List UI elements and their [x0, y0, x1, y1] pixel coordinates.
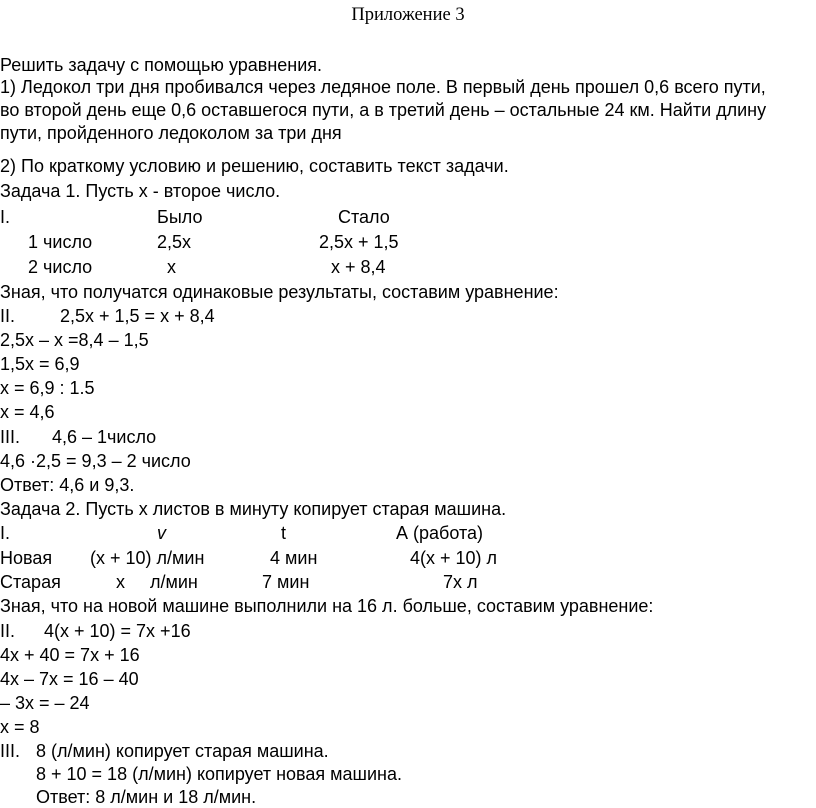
- problem2-row2-v-unit: л/мин: [150, 572, 198, 592]
- problem2-row1-label: Новая: [0, 548, 53, 568]
- problem2-knowing: Зная, что на новой машине выполнили на 16 л. больше, составим уравнение:: [0, 596, 654, 616]
- intro-text: Решить задачу с помощью уравнения.: [0, 55, 323, 75]
- problem2-col-t: t: [281, 523, 287, 543]
- problem2-step-4: х = 8: [0, 717, 40, 737]
- problem2-col-a: А (работа): [396, 523, 483, 543]
- problem1-row1-after: 2,5х + 1,5: [319, 232, 399, 252]
- problem2-row1-a: 4(х + 10) л: [410, 548, 498, 568]
- problem2-col-v: v: [157, 523, 166, 543]
- problem1-heading: Задача 1. Пусть х - второе число.: [0, 181, 281, 201]
- task1-line-3: пути, пройденного ледоколом за три дня: [0, 123, 342, 143]
- problem2-eq-roman: II.: [0, 621, 16, 641]
- page-title: Приложение 3: [351, 5, 465, 25]
- problem1-equation: 2,5х + 1,5 = х + 8,4: [60, 306, 215, 326]
- problem2-ans-first: 8 (л/мин) копирует старая машина.: [36, 741, 329, 761]
- problem1-col-after: Стало: [338, 207, 390, 227]
- problem1-step-1: 2,5х – х =8,4 – 1,5: [0, 330, 149, 350]
- task1-line-1: 1) Ледокол три дня пробивался через ледяное поле. В первый день прошел 0,6 всего пути,: [0, 77, 766, 97]
- problem1-step-4: х = 4,6: [0, 402, 55, 422]
- problem2-row2-a: 7х л: [443, 572, 478, 592]
- problem1-ans-second: 4,6 ·2,5 = 9,3 – 2 число: [0, 451, 191, 471]
- problem2-table-roman: I.: [0, 523, 11, 543]
- problem1-row2-before: х: [167, 257, 176, 277]
- problem2-step-3: – 3х = – 24: [0, 693, 90, 713]
- problem1-table-roman: I.: [0, 207, 11, 227]
- problem2-row1-t: 4 мин: [270, 548, 318, 568]
- problem1-eq-roman: II.: [0, 306, 16, 326]
- problem1-knowing: Зная, что получатся одинаковые результаты, составим уравнение:: [0, 282, 559, 302]
- problem2-row2-v-x: х: [116, 572, 125, 592]
- problem2-row2-t: 7 мин: [262, 572, 310, 592]
- problem2-ans-roman: III.: [0, 741, 21, 761]
- problem1-row1-before: 2,5х: [157, 232, 192, 252]
- problem1-answer: Ответ: 4,6 и 9,3.: [0, 475, 135, 495]
- problem2-answer: Ответ: 8 л/мин и 18 л/мин.: [36, 787, 257, 807]
- problem1-ans-roman: III.: [0, 427, 21, 447]
- problem1-row2-label: 2 число: [28, 257, 93, 277]
- problem1-row1-label: 1 число: [28, 232, 93, 252]
- problem2-equation: 4(х + 10) = 7х +16: [44, 621, 191, 641]
- task1-line-2: во второй день еще 0,6 оставшегося пути, а в третий день – остальные 24 км. Найти длину: [0, 100, 767, 120]
- problem1-ans-first: 4,6 – 1число: [52, 427, 157, 447]
- problem1-row2-after: х + 8,4: [331, 257, 386, 277]
- task2-header: 2) По краткому условию и решению, составить текст задачи.: [0, 156, 509, 176]
- problem2-row2-label: Старая: [0, 572, 61, 592]
- problem1-col-before: Было: [157, 207, 203, 227]
- problem2-step-1: 4х + 40 = 7х + 16: [0, 645, 140, 665]
- problem2-heading: Задача 2. Пусть х листов в минуту копирует старая машина.: [0, 499, 507, 519]
- problem2-row1-v: (х + 10) л/мин: [90, 548, 205, 568]
- problem2-ans-second: 8 + 10 = 18 (л/мин) копирует новая машина.: [36, 764, 403, 784]
- problem1-step-3: х = 6,9 : 1.5: [0, 378, 95, 398]
- problem1-step-2: 1,5х = 6,9: [0, 354, 80, 374]
- problem2-step-2: 4х – 7х = 16 – 40: [0, 669, 139, 689]
